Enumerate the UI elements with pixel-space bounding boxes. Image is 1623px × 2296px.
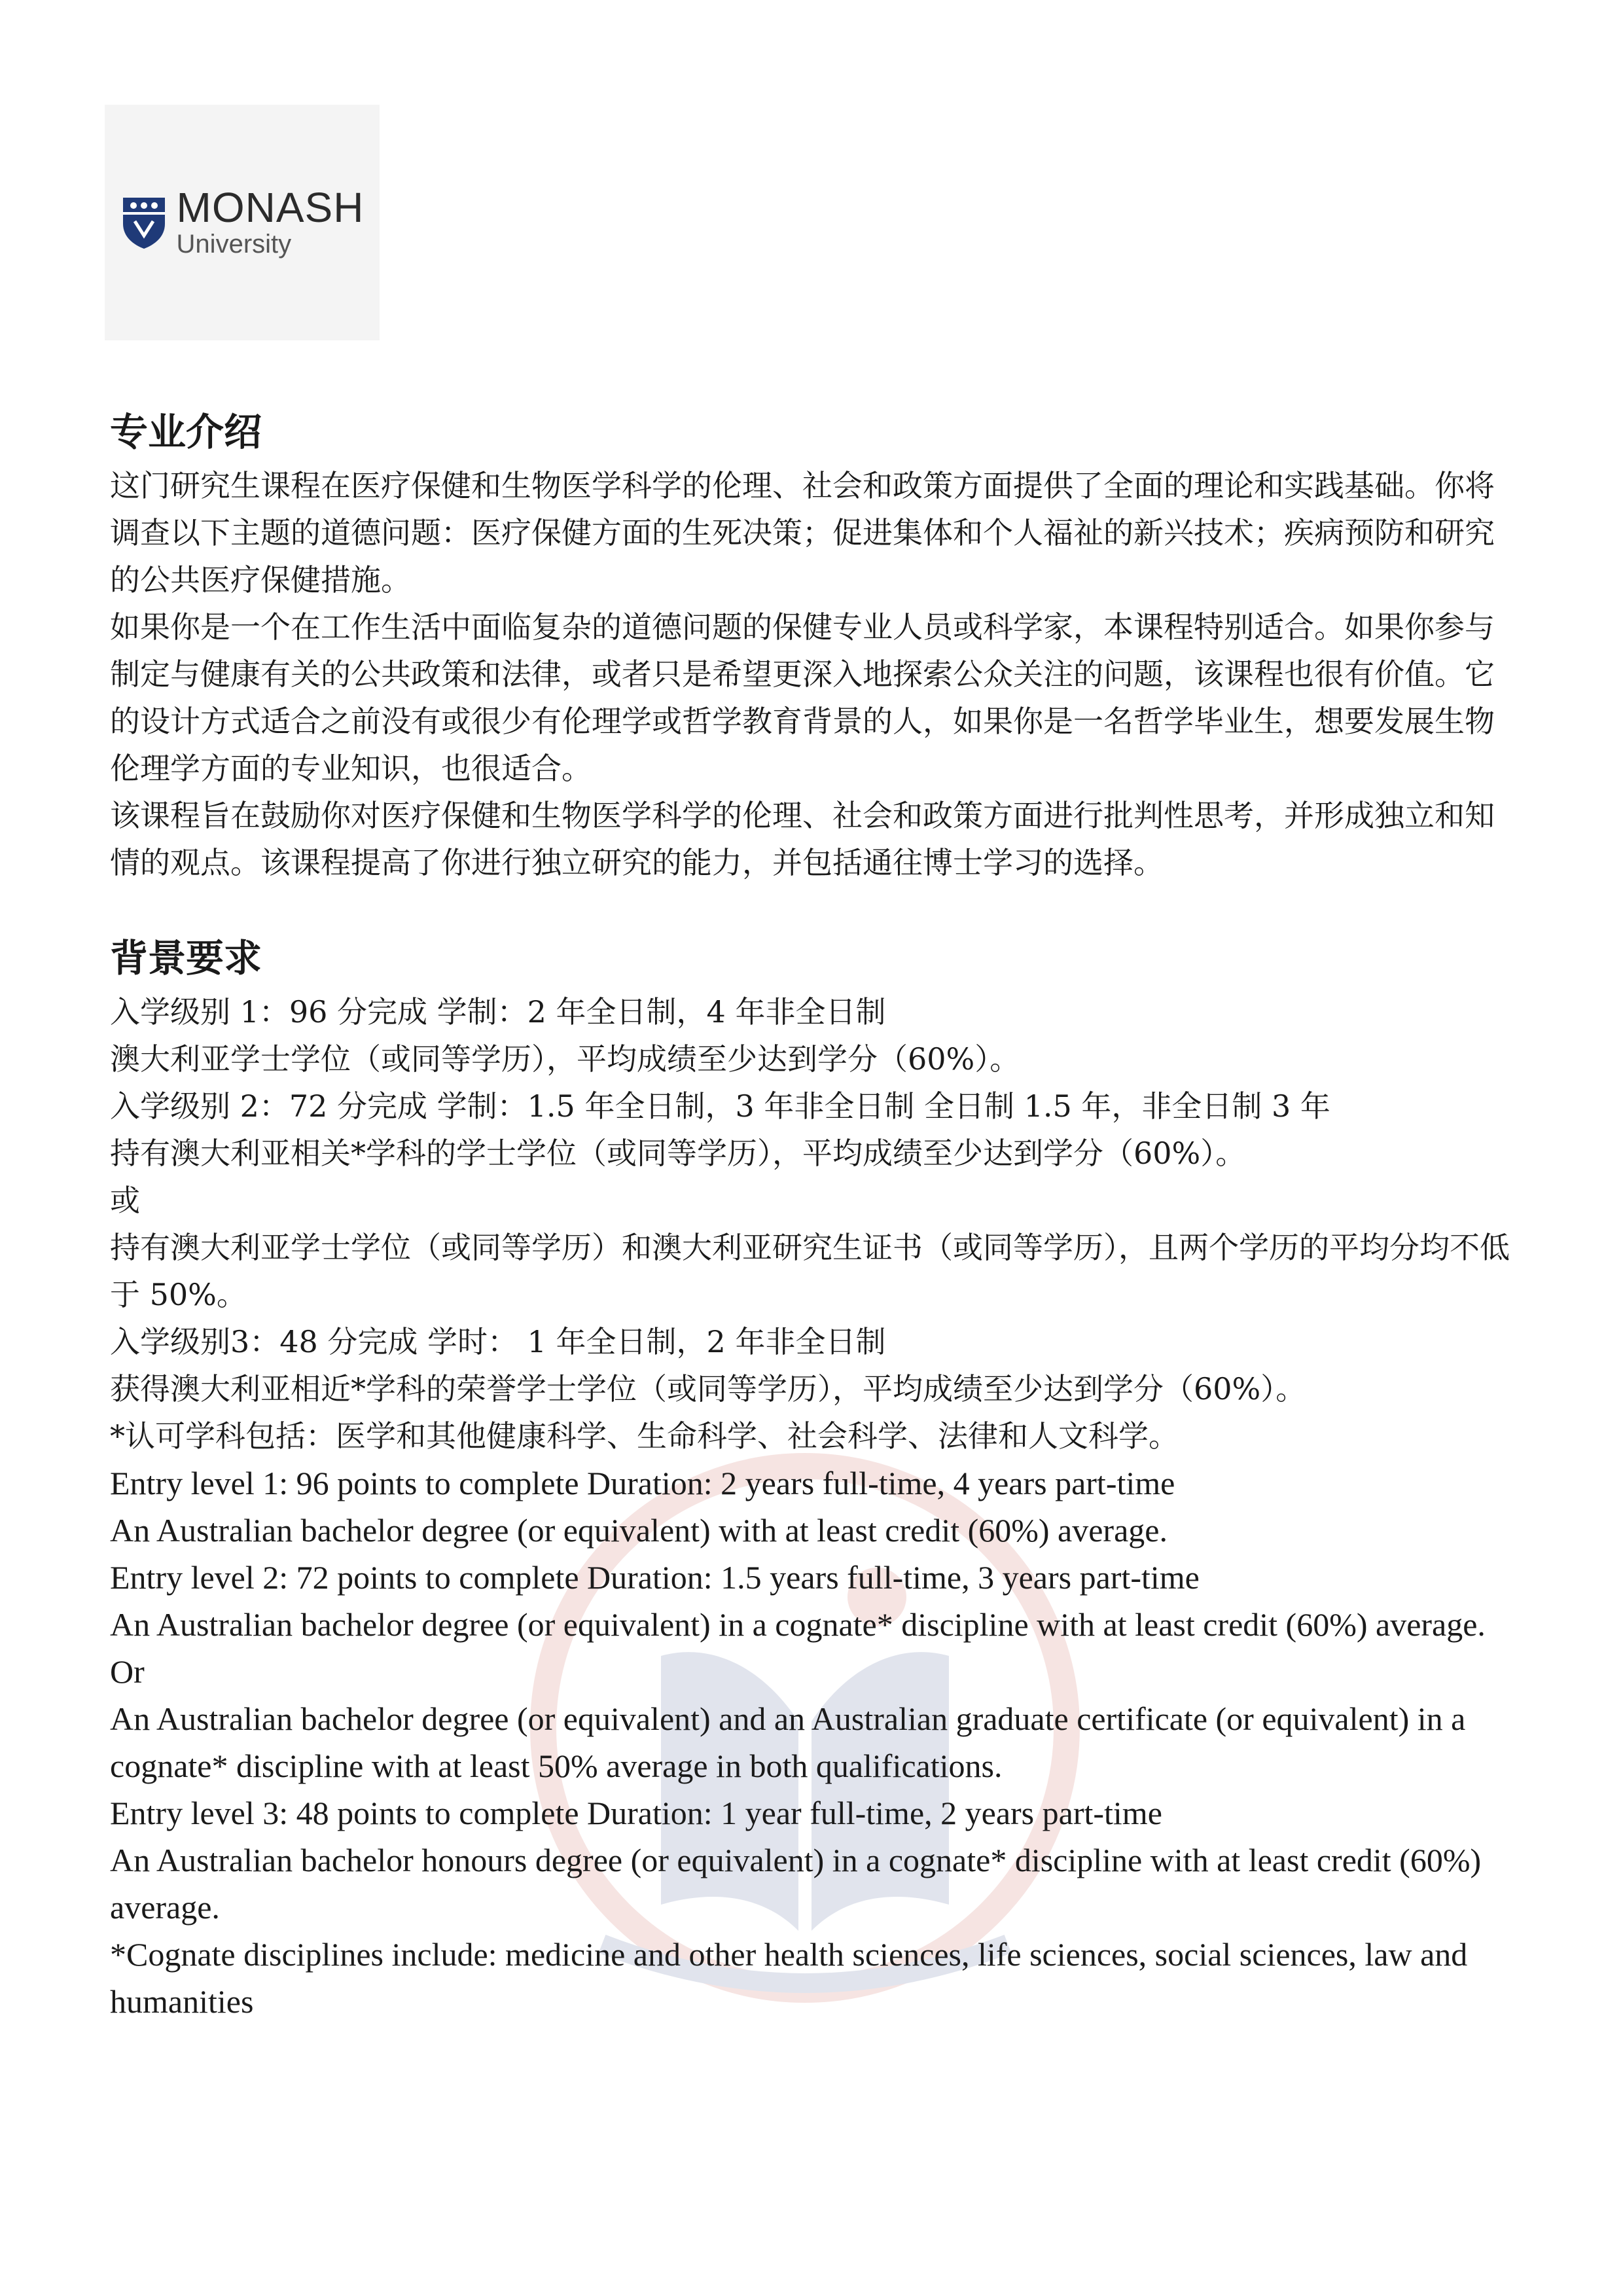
requirement-line-en: An Australian bachelor honours degree (or equivalent) in a cognate* discipline with at least credit (60%) average. bbox=[110, 1842, 1482, 1926]
section-title-intro: 专业介绍 bbox=[110, 410, 262, 454]
requirement-line-cn: 持有澳大利亚学士学位（或同等学历）和澳大利亚研究生证书（或同等学历），且两个学历的平均分均不低于 50%。 bbox=[110, 1230, 1510, 1312]
requirement-line-en: *Cognate disciplines include: medicine and other health sciences, life sciences, social sciences, law and humanities bbox=[110, 1936, 1468, 2020]
intro-paragraph: 该课程旨在鼓励你对医疗保健和生物医学科学的伦理、社会和政策方面进行批判性思考，并形成独立和知情的观点。该课程提高了你进行独立研究的能力，并包括通往博士学习的选择。 bbox=[110, 798, 1495, 880]
requirement-line-cn: 入学级别 2：72 分完成 学制：1.5 年全日制，3 年非全日制 全日制 1.5 年，非全日制 3 年 bbox=[110, 1088, 1330, 1124]
section-title-background: 背景要求 bbox=[110, 936, 262, 980]
logo-name: MONASH bbox=[176, 184, 365, 231]
monash-crest-icon bbox=[120, 195, 168, 250]
requirement-line-en: Entry level 3: 48 points to complete Duration: 1 year full-time, 2 years part-time bbox=[110, 1795, 1162, 1831]
requirement-line-cn: 获得澳大利亚相近*学科的荣誉学士学位（或同等学历），平均成绩至少达到学分（60%）。 bbox=[110, 1371, 1306, 1407]
requirement-line-cn: 入学级别 1：96 分完成 学制：2 年全日制，4 年非全日制 bbox=[110, 994, 886, 1030]
requirement-line-en: Or bbox=[110, 1653, 145, 1690]
requirement-line-en: An Australian bachelor degree (or equivalent) with at least credit (60%) average. bbox=[110, 1512, 1168, 1549]
requirement-line-cn: 入学级别3：48 分完成 学时： 1 年全日制，2 年非全日制 bbox=[110, 1324, 886, 1359]
requirement-line-cn: 持有澳大利亚相关*学科的学士学位（或同等学历），平均成绩至少达到学分（60%）。 bbox=[110, 1136, 1246, 1171]
requirement-line-cn: *认可学科包括：医学和其他健康科学、生命科学、社会科学、法律和人文科学。 bbox=[110, 1418, 1179, 1454]
intro-paragraph: 如果你是一个在工作生活中面临复杂的道德问题的保健专业人员或科学家，本课程特别适合。如果你参与制定与健康有关的公共政策和法律，或者只是希望更深入地探索公众关注的问题，该课程也很有价值。它的设计方式适合之前没有或很少有伦理学或哲学教育背景的人，如果你是一名哲学毕业生，想要发展生物伦理学方面的专业知识，也很适合。 bbox=[110, 609, 1495, 786]
document-body bbox=[110, 406, 1524, 2025]
requirement-line-cn: 澳大利亚学士学位（或同等学历），平均成绩至少达到学分（60%）。 bbox=[110, 1041, 1020, 1077]
requirement-line-en: An Australian bachelor degree (or equivalent) and an Australian graduate certificate (or equivalent) in a cognate* discipline with at least 50% average in both qualifications. bbox=[110, 1700, 1466, 1784]
requirement-line-en: An Australian bachelor degree (or equivalent) in a cognate* discipline with at least credit (60%) average. bbox=[110, 1606, 1486, 1643]
requirement-line-en: Entry level 1: 96 points to complete Duration: 2 years full-time, 4 years part-time bbox=[110, 1465, 1175, 1501]
requirement-line-en: Entry level 2: 72 points to complete Duration: 1.5 years full-time, 3 years part-time bbox=[110, 1559, 1200, 1596]
university-logo bbox=[105, 105, 380, 340]
intro-paragraph: 这门研究生课程在医疗保健和生物医学科学的伦理、社会和政策方面提供了全面的理论和实践基础。你将调查以下主题的道德问题：医疗保健方面的生死决策；促进集体和个人福祉的新兴技术；疾病预防和研究的公共医疗保健措施。 bbox=[110, 468, 1495, 598]
requirement-line-cn: 或 bbox=[110, 1183, 140, 1218]
logo-subtitle: University bbox=[176, 230, 292, 259]
